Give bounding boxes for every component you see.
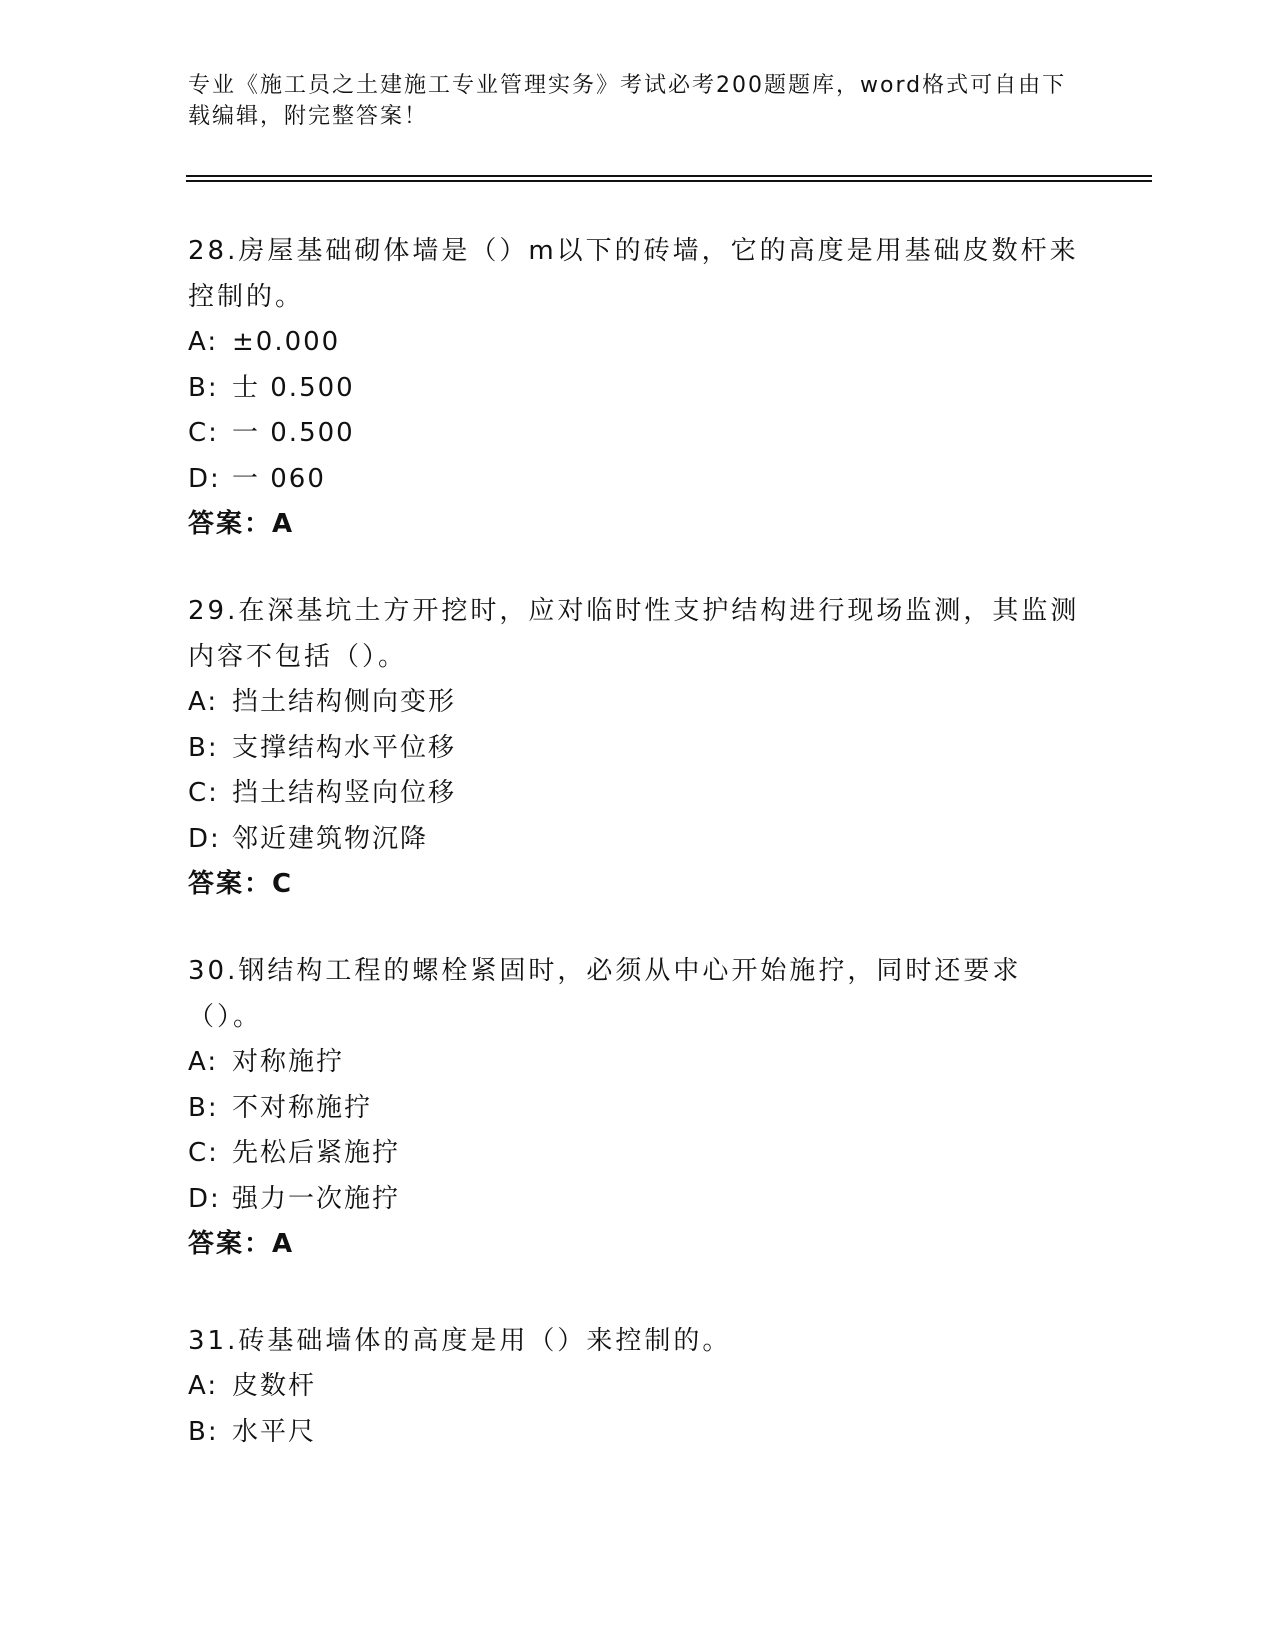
option-letter: A: [188, 1047, 219, 1077]
header-divider-top [186, 175, 1152, 177]
option-text: 挡土结构侧向变形 [232, 687, 457, 717]
option-a [188, 1364, 1088, 1410]
option-text: 支撑结构水平位移 [232, 732, 457, 763]
option-b [188, 366, 1088, 412]
question-30 [188, 948, 1088, 1268]
page-header: 专业《施工员之土建施工专业管理实务》考试必考200题题库，word格式可自由下载编辑，附完整答案！ [188, 73, 1067, 129]
option-d [188, 457, 1088, 503]
option-text: 先松后紧施拧 [232, 1138, 401, 1168]
question-28 [188, 228, 1088, 548]
answer-line: 答案：C [188, 869, 294, 899]
answer-line: 答案：A [188, 509, 295, 539]
option-text: 一 060 [232, 463, 326, 494]
option-letter: A: [188, 327, 219, 357]
option-letter: C: [188, 778, 219, 808]
option-b [188, 1086, 1088, 1132]
option-text: 水平尺 [232, 1416, 317, 1447]
option-a [188, 320, 1088, 366]
option-letter: D: [188, 463, 221, 494]
option-letter: A: [188, 687, 219, 717]
option-text: 一 0.500 [232, 418, 355, 448]
question-29 [188, 588, 1088, 908]
option-letter: B: [188, 1092, 219, 1123]
option-letter: D: [188, 823, 221, 854]
option-letter: C: [188, 1138, 219, 1168]
option-text: 强力一次施拧 [232, 1183, 401, 1214]
option-text: 对称施拧 [232, 1047, 345, 1077]
option-d [188, 1177, 1088, 1223]
option-d [188, 817, 1088, 863]
option-text: ±0.000 [232, 327, 341, 357]
option-text: 不对称施拧 [232, 1092, 373, 1123]
option-text: 邻近建筑物沉降 [232, 823, 429, 854]
question-stem: 29.在深基坑土方开挖时，应对临时性支护结构进行现场监测，其监测内容不包括（）。 [188, 596, 1080, 672]
question-stem: 30.钢结构工程的螺栓紧固时，必须从中心开始施拧，同时还要求（）。 [188, 956, 1022, 1032]
option-letter: B: [188, 1416, 219, 1447]
option-a [188, 1040, 1088, 1086]
option-c [188, 1131, 1088, 1177]
option-text: 士 0.500 [232, 372, 355, 403]
option-a [188, 680, 1088, 726]
option-letter: D: [188, 1183, 221, 1214]
header-divider-bottom [186, 180, 1152, 182]
option-b [188, 1410, 1088, 1456]
option-c [188, 411, 1088, 457]
option-letter: B: [188, 372, 219, 403]
option-letter: C: [188, 418, 219, 448]
option-b [188, 726, 1088, 772]
question-31 [188, 1318, 1088, 1455]
option-text: 皮数杆 [232, 1371, 317, 1401]
option-text: 挡土结构竖向位移 [232, 778, 457, 808]
option-letter: A: [188, 1371, 219, 1401]
question-stem: 31.砖基础墙体的高度是用（）来控制的。 [188, 1326, 732, 1356]
option-c [188, 771, 1088, 817]
question-stem: 28.房屋基础砌体墙是（）m以下的砖墙，它的高度是用基础皮数杆来控制的。 [188, 236, 1079, 312]
answer-line: 答案：A [188, 1229, 295, 1259]
option-letter: B: [188, 732, 219, 763]
